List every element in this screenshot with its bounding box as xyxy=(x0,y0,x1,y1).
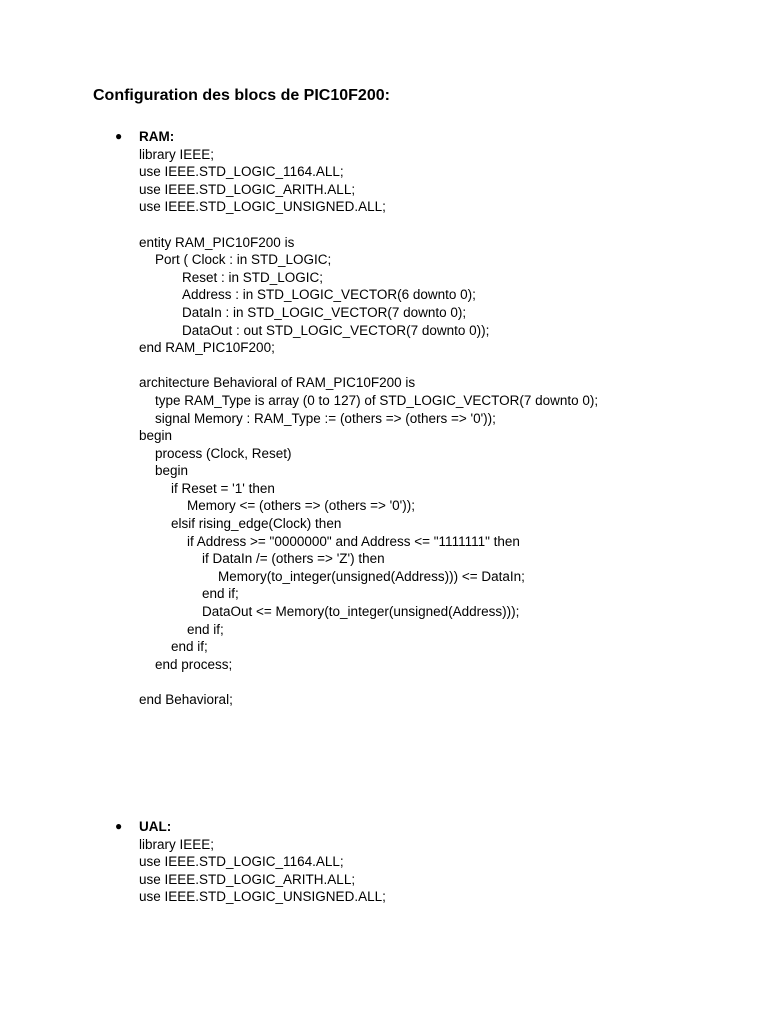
code-line: use IEEE.STD_LOGIC_1164.ALL; xyxy=(139,164,344,180)
code-line: if Reset = '1' then xyxy=(171,480,275,496)
code-line: Reset : in STD_LOGIC; xyxy=(182,269,324,285)
code-line: signal Memory : RAM_Type := (others => (others => '0')); xyxy=(155,410,496,426)
code-line: DataOut : out STD_LOGIC_VECTOR(7 downto 0)); xyxy=(182,322,490,338)
code-line: type RAM_Type is array (0 to 127) of STD_LOGIC_VECTOR(7 downto 0); xyxy=(155,392,599,408)
code-line: Address : in STD_LOGIC_VECTOR(6 downto 0); xyxy=(182,287,476,303)
code-line: begin xyxy=(155,463,189,479)
code-line: end Behavioral; xyxy=(139,692,233,707)
code-line: use IEEE.STD_LOGIC_ARITH.ALL; xyxy=(139,871,356,887)
blank-line xyxy=(139,216,739,234)
code-line: if Address >= "0000000" and Address <= "1111111" then xyxy=(187,533,520,549)
page-title: Configuration des blocs de PIC10F200: xyxy=(93,87,390,104)
code-line: use IEEE.STD_LOGIC_UNSIGNED.ALL; xyxy=(139,199,386,215)
code-line: DataIn : in STD_LOGIC_VECTOR(7 downto 0); xyxy=(182,304,467,320)
code-line: architecture Behavioral of RAM_PIC10F200 is xyxy=(139,375,416,391)
code-line: Port ( Clock : in STD_LOGIC; xyxy=(155,252,332,268)
blank-line xyxy=(139,357,739,375)
code-line: use IEEE.STD_LOGIC_ARITH.ALL; xyxy=(139,181,356,197)
code-line: end if; xyxy=(187,621,224,637)
code-line: use IEEE.STD_LOGIC_UNSIGNED.ALL; xyxy=(139,889,386,905)
code-line: end if; xyxy=(171,639,208,655)
code-line: end process; xyxy=(155,656,233,672)
section-ram xyxy=(115,128,739,709)
code-line: use IEEE.STD_LOGIC_1164.ALL; xyxy=(139,854,344,870)
code-line: process (Clock, Reset) xyxy=(155,445,292,461)
section-title-ual: UAL: xyxy=(139,819,172,834)
code-line: begin xyxy=(139,428,173,444)
code-line: library IEEE; xyxy=(139,146,215,162)
code-line: DataOut <= Memory(to_integer(unsigned(Address))); xyxy=(202,604,520,620)
code-line: if DataIn /= (others => 'Z') then xyxy=(202,551,385,567)
code-line: end if; xyxy=(202,586,239,602)
code-line: library IEEE; xyxy=(139,836,215,852)
code-line: elsif rising_edge(Clock) then xyxy=(171,516,342,532)
code-line: entity RAM_PIC10F200 is xyxy=(139,234,295,250)
section-title-ram: RAM: xyxy=(139,129,175,144)
code-line: Memory(to_integer(unsigned(Address))) <= DataIn; xyxy=(218,568,525,584)
bullet-icon: ● xyxy=(115,819,123,833)
blank-line xyxy=(139,673,739,691)
code-line: end RAM_PIC10F200; xyxy=(139,340,275,356)
section-ual xyxy=(115,818,739,906)
code-line: Memory <= (others => (others => '0')); xyxy=(187,498,415,514)
bullet-icon: ● xyxy=(115,129,123,143)
